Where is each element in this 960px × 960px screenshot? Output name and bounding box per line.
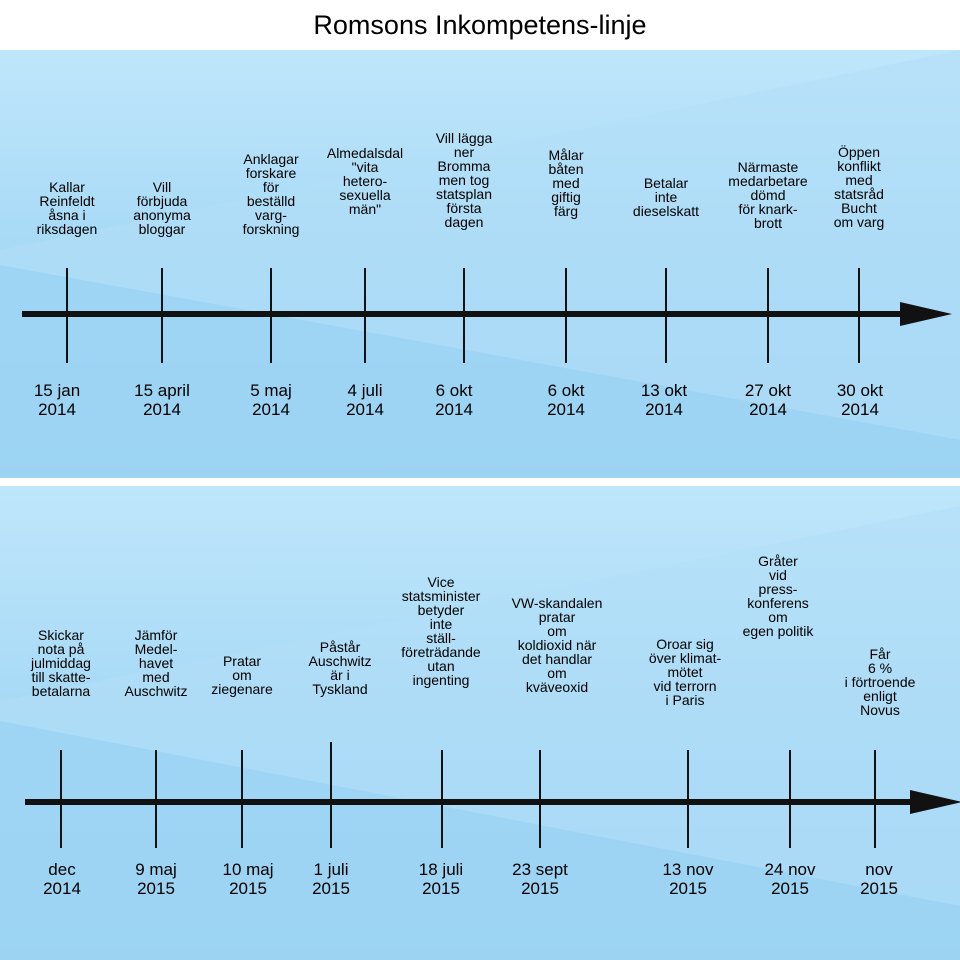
- timeline-tick: [565, 268, 567, 363]
- event-date: 15 jan 2014: [33, 381, 81, 419]
- page-title: Romsons Inkompetens-linje: [313, 10, 647, 40]
- event-label: Påstår Auschwitz är i Tyskland: [308, 639, 372, 697]
- event-date: dec 2014: [43, 860, 81, 898]
- event-date: 1 juli 2015: [312, 860, 350, 898]
- timeline-panel-2014: [0, 50, 960, 478]
- timeline-panel-2015: [0, 486, 960, 960]
- timeline-tick: [539, 750, 541, 848]
- timeline-arrowhead: [910, 790, 960, 814]
- event-date: 23 sept 2015: [512, 860, 568, 898]
- event-date: 5 maj 2014: [250, 381, 292, 419]
- event-date: 4 juli 2014: [346, 381, 384, 419]
- event-date: 13 okt 2014: [640, 381, 688, 419]
- event-label: Vill lägga ner Bromma men tog statsplan första dagen: [435, 130, 493, 230]
- event-label: Oroar sig över klimat- mötet vid terrorn i Paris: [648, 636, 722, 708]
- event-date: 6 okt 2014: [547, 381, 585, 419]
- event-date: 18 juli 2015: [418, 860, 464, 898]
- event-label: Anklagar forskare för beställd varg- forskning: [242, 151, 300, 237]
- event-label: Närmaste medarbetare dömd för knark- brott: [728, 159, 808, 231]
- timeline-axis: [25, 799, 915, 805]
- timeline-tick: [155, 750, 157, 848]
- timeline-tick: [241, 750, 243, 848]
- event-date: 6 okt 2014: [435, 381, 473, 419]
- event-date: nov 2015: [860, 860, 898, 898]
- timeline-tick: [364, 268, 366, 363]
- event-label: Vill förbjuda anonyma bloggar: [133, 179, 191, 237]
- event-label: Betalar inte dieselskatt: [632, 175, 700, 219]
- event-date: 10 maj 2015: [222, 860, 274, 898]
- event-date: 24 nov 2015: [764, 860, 816, 898]
- event-label: Pratar om ziegenare: [211, 653, 273, 697]
- event-date: 15 april 2014: [134, 381, 190, 419]
- timeline-axis: [22, 311, 902, 317]
- event-label: VW-skandalen pratar om koldioxid när det handlar om kväveoxid: [511, 595, 603, 695]
- event-date: 27 okt 2014: [744, 381, 792, 419]
- event-date: 9 maj 2015: [135, 860, 177, 898]
- event-label: Får 6 % i förtroende enligt Novus: [844, 646, 916, 718]
- timeline-tick: [665, 268, 667, 363]
- event-label: Öppen konflikt med statsråd Bucht om varg: [833, 144, 885, 230]
- event-label: Gråter vid press- konferens om egen politik: [742, 553, 814, 639]
- event-date: 13 nov 2015: [662, 860, 714, 898]
- event-label: Jämför Medel- havet med Auschwitz: [124, 627, 188, 699]
- timeline-tick: [874, 750, 876, 848]
- event-label: Almedalsdal "vita hetero- sexuella män": [326, 145, 404, 217]
- timeline-tick: [441, 750, 443, 848]
- timeline-tick: [330, 742, 332, 848]
- timeline-tick: [270, 268, 272, 363]
- event-label: Skickar nota på julmiddag till skatte- betalarna: [31, 627, 91, 699]
- timeline-tick: [858, 268, 860, 363]
- timeline-tick: [767, 268, 769, 363]
- timeline-tick: [66, 268, 68, 363]
- timeline-tick: [687, 750, 689, 848]
- timeline-tick: [161, 268, 163, 363]
- event-date: 30 okt 2014: [836, 381, 884, 419]
- timeline-arrowhead: [900, 302, 952, 326]
- timeline-tick: [60, 750, 62, 848]
- event-label: Målar båten med giftig färg: [548, 147, 584, 219]
- event-label: Kallar Reinfeldt åsna i riksdagen: [36, 179, 98, 237]
- event-label: Vice statsminister betyder inte ställ- företrädande utan ingenting: [401, 574, 481, 688]
- timeline-tick: [463, 268, 465, 363]
- timeline-tick: [789, 750, 791, 848]
